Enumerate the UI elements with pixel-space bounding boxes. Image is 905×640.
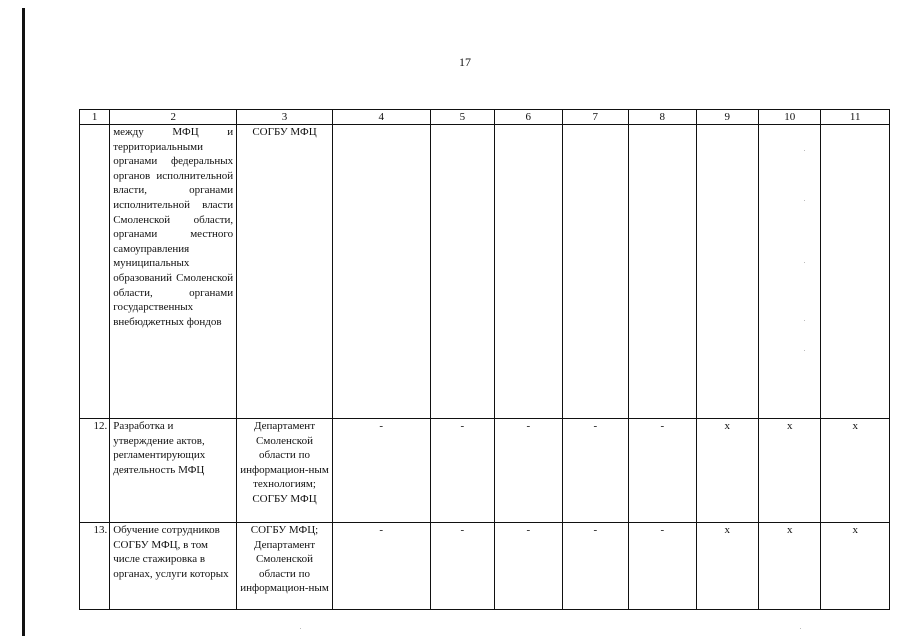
row-description: Обучение сотрудников СОГБУ МФЦ, в том числе стажировка в органах, услуги которых xyxy=(110,523,237,610)
row-number: 13. xyxy=(80,523,110,610)
column-header: 2 xyxy=(110,110,237,125)
row-executor: Департамент Смоленской области по информацион-ным технологиям; СОГБУ МФЦ xyxy=(237,419,333,523)
row-value xyxy=(332,125,430,419)
row-value: - xyxy=(629,419,697,523)
column-header: 5 xyxy=(430,110,494,125)
plan-table xyxy=(79,109,890,610)
row-value xyxy=(495,125,563,419)
page-number: 17 xyxy=(459,55,471,69)
row-value: x xyxy=(821,523,890,610)
scan-speck xyxy=(300,628,301,629)
row-value: x xyxy=(758,523,820,610)
column-header: 4 xyxy=(332,110,430,125)
scan-speck xyxy=(804,200,805,201)
row-value xyxy=(629,125,697,419)
column-header: 7 xyxy=(562,110,628,125)
row-value: - xyxy=(495,419,563,523)
row-executor: СОГБУ МФЦ; Департамент Смоленской области по информацион-ным xyxy=(237,523,333,610)
table-row xyxy=(80,523,890,610)
row-value xyxy=(696,125,758,419)
column-header: 3 xyxy=(237,110,333,125)
row-number: 12. xyxy=(80,419,110,523)
row-value: - xyxy=(332,419,430,523)
row-value xyxy=(430,125,494,419)
row-value xyxy=(758,125,820,419)
scan-speck xyxy=(804,320,805,321)
row-value: x xyxy=(696,523,758,610)
scan-speck xyxy=(804,262,805,263)
table-row xyxy=(80,419,890,523)
column-header: 8 xyxy=(629,110,697,125)
row-description: Разработка и утверждение актов, регламентирующих деятельность МФЦ xyxy=(110,419,237,523)
page-edge-bar xyxy=(22,8,25,636)
row-value: x xyxy=(758,419,820,523)
column-header: 10 xyxy=(758,110,820,125)
row-value: - xyxy=(430,523,494,610)
scan-speck xyxy=(800,628,801,629)
row-value xyxy=(821,125,890,419)
scan-speck xyxy=(804,350,805,351)
row-number xyxy=(80,125,110,419)
table-row xyxy=(80,125,890,419)
row-value: - xyxy=(495,523,563,610)
column-header: 6 xyxy=(495,110,563,125)
row-value: x xyxy=(696,419,758,523)
header-row xyxy=(80,110,890,125)
row-value: - xyxy=(562,419,628,523)
row-value: - xyxy=(430,419,494,523)
column-header: 11 xyxy=(821,110,890,125)
row-description: между МФЦ и территориальными органами федеральных органов исполнительной власти, органами исполнительной власти Смоленской области, органами местного самоуправления муниципальных образований Смоленской области, органами государственных внебюджетных фондов xyxy=(110,125,237,419)
row-value: - xyxy=(629,523,697,610)
scan-speck xyxy=(804,150,805,151)
row-value: - xyxy=(562,523,628,610)
column-header: 1 xyxy=(80,110,110,125)
row-value: x xyxy=(821,419,890,523)
column-header: 9 xyxy=(696,110,758,125)
row-executor: СОГБУ МФЦ xyxy=(237,125,333,419)
row-value xyxy=(562,125,628,419)
row-value: - xyxy=(332,523,430,610)
